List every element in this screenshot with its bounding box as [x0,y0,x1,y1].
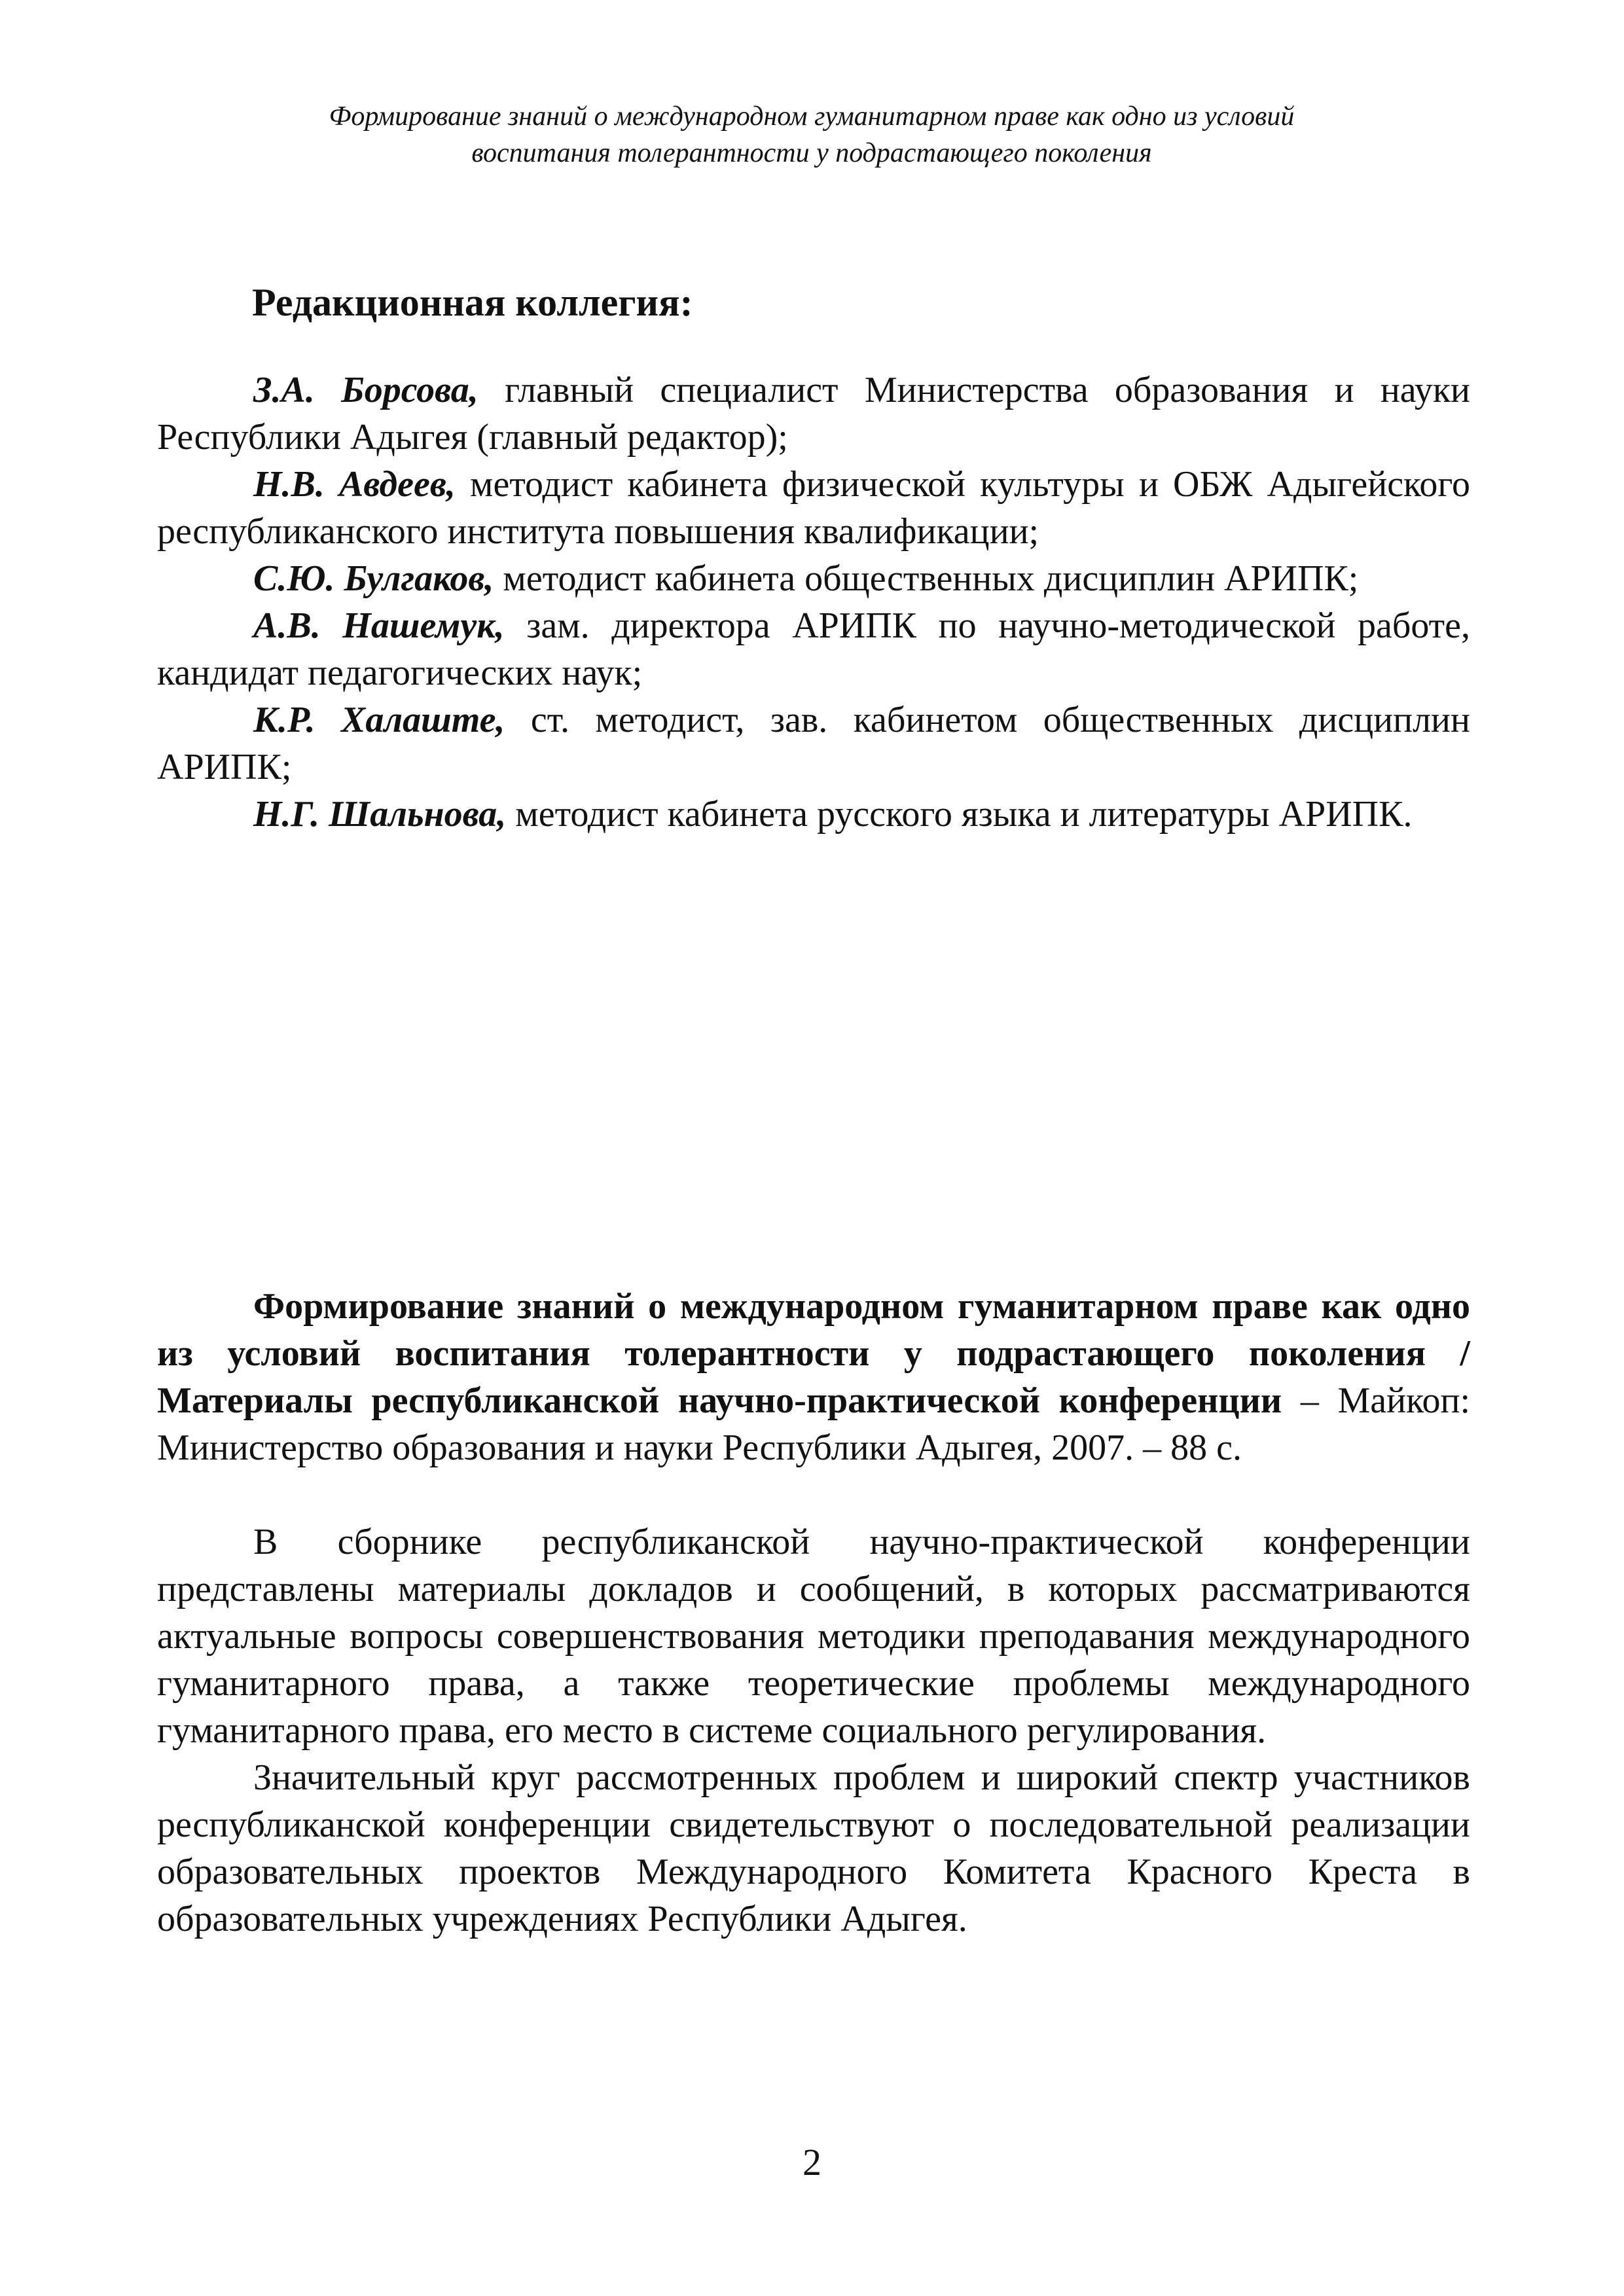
board-member [157,555,1470,602]
member-role: методист кабинета русского языка и литературы АРИПК. [506,794,1413,834]
board-member [157,791,1470,838]
member-name: С.Ю. Булгаков, [253,558,494,599]
editorial-board-title: Редакционная коллегия: [252,281,693,324]
member-role: ст. методист, зав. кабинетом общественных дисциплин АРИПК; [157,700,1470,787]
page-number: 2 [803,2141,821,2183]
member-name: Н.В. Авдеев, [253,464,456,505]
publication-imprint: – Майкоп: Министерство образования и науки Республики Адыгея, 2007. – 88 с. [157,1380,1471,1468]
board-member [157,461,1470,555]
editorial-board-list [157,367,1470,838]
bibliographic-description [157,1283,1470,1471]
member-name: К.Р. Халаште, [253,700,505,740]
board-member [157,696,1470,791]
member-role: главный специалист Министерства образования и науки Республики Адыгея (главный редактор); [157,370,1470,457]
annotation [157,1518,1470,1943]
member-role: зам. директора АРИПК по научно-методической работе, кандидат педагогических наук; [157,605,1470,693]
member-role: методист кабинета физической культуры и ОБЖ Адыгейского республиканского института повышения квалификации; [157,464,1470,552]
board-member [157,602,1470,696]
running-head-line-2: воспитания толерантности у подрастающего поколения [471,138,1152,168]
member-name: З.А. Борсова, [253,370,478,410]
running-head [157,98,1466,171]
annotation-paragraph-1: В сборнике республиканской научно-практической конференции представлены материалы докладов и сообщений, в которых рассматриваются актуальные вопросы совершенствования методики преподавания международного гуманитарного права, а также теоретические проблемы международного гуманитарного права, его место в системе социального регулирования. [157,1522,1470,1751]
annotation-paragraph-2: Значительный круг рассмотренных проблем и широкий спектр участников республиканской конференции свидетельствуют о последовательной реализации образовательных проектов Международного Комитета Красного Креста в образовательных учреждениях Республики Адыгея. [157,1757,1470,1939]
board-member [157,367,1470,461]
member-name: Н.Г. Шальнова, [253,794,507,834]
running-head-line-1: Формирование знаний о международном гуманитарном праве как одно из условий [329,101,1295,132]
member-name: А.В. Нашемук, [253,605,505,646]
member-role: методист кабинета общественных дисциплин АРИПК; [494,558,1359,599]
publication-title: Формирование знаний о международном гуманитарном праве как одно из условий воспитания толерантности у подрастающего поколения / Материалы республиканской научно-практической конференции [157,1286,1470,1421]
